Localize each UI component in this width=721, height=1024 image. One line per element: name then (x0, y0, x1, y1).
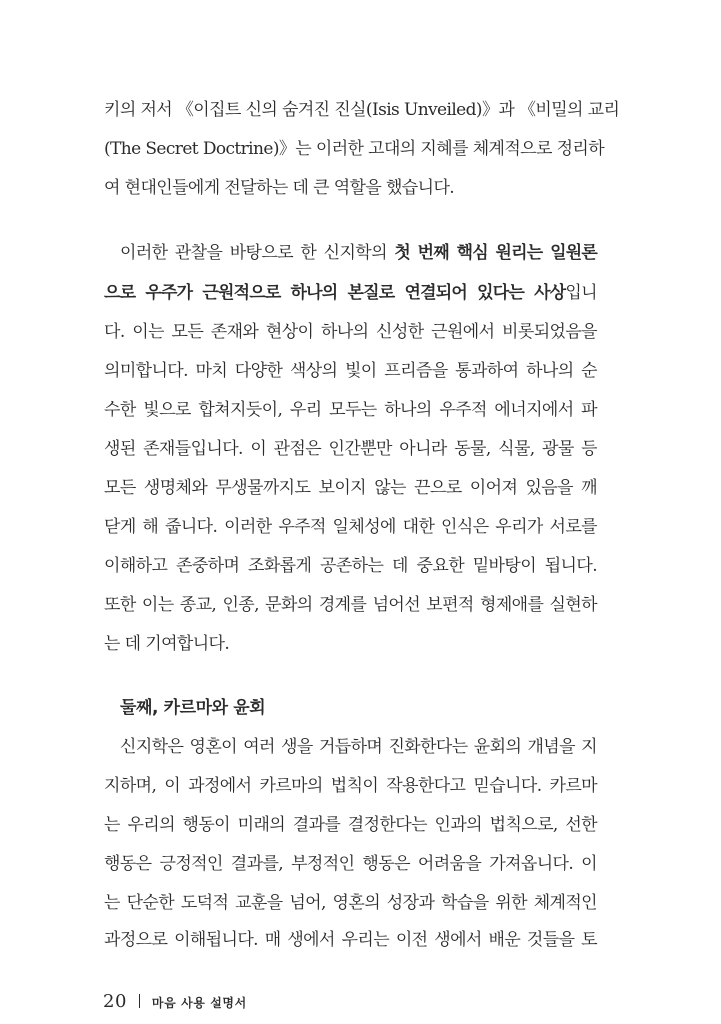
paragraph-3-line-5: 는 단순한 도덕적 교훈을 넘어, 영혼의 성장과 학습을 위한 체계적인 (104, 893, 597, 913)
paragraph-3-line-2: 지하며, 이 과정에서 카르마의 법칙이 작용한다고 믿습니다. 카르마 (104, 776, 597, 796)
paragraph-3-line-1: 신지학은 영혼이 여러 생을 거듭하며 진화한다는 윤회의 개념을 지 (120, 737, 597, 757)
emphasis-text: 으로 우주가 근원적으로 하나의 본질로 연결되어 있다는 사상 (104, 283, 566, 303)
footer-divider (139, 994, 140, 1008)
paragraph-2-line-4: 의미합니다. 마치 다양한 색상의 빛이 프리즘을 통과하여 하나의 순 (104, 361, 597, 381)
paragraph-1-line-2: (The Secret Doctrine)》는 이러한 고대의 지혜를 체계적으로 정리하 (104, 139, 605, 159)
paragraph-2-line-2 (104, 281, 597, 305)
paragraph-2-line-5: 수한 빛으로 합쳐지듯이, 우리 모두는 하나의 우주적 에너지에서 파 (104, 400, 597, 420)
paragraph-2-line-9: 이해하고 존중하며 조화롭게 공존하는 데 중요한 밑바탕이 됩니다. (104, 556, 597, 576)
paragraph-2-line-8: 닫게 해 줍니다. 이러한 우주적 일체성에 대한 인식은 우리가 서로를 (104, 517, 597, 537)
paragraph-3-line-3: 는 우리의 행동이 미래의 결과를 결정한다는 인과의 법칙으로, 선한 (104, 815, 597, 835)
paragraph-2-line-7: 모든 생명체와 무생물까지도 보이지 않는 끈으로 이어져 있음을 깨 (104, 478, 597, 498)
paragraph-2-line-10: 또한 이는 종교, 인종, 문화의 경계를 넘어선 보편적 형제애를 실현하 (104, 595, 597, 615)
emphasis-text: 첫 번째 핵심 원리는 일원론 (394, 243, 597, 263)
paragraph-2-line-3: 다. 이는 모든 존재와 현상이 하나의 신성한 근원에서 비롯되었음을 (104, 322, 597, 342)
running-book-title: 마음 사용 설명서 (151, 996, 247, 1010)
paragraph-3-line-6: 과정으로 이해됩니다. 매 생에서 우리는 이전 생에서 배운 것들을 토 (104, 930, 597, 950)
page-footer (103, 990, 247, 1014)
paragraph-3-line-4: 행동은 긍정적인 결과를, 부정적인 행동은 어려움을 가져옵니다. 이 (104, 854, 597, 874)
paragraph-2-line-6: 생된 존재들입니다. 이 관점은 인간뿐만 아니라 동물, 식물, 광물 등 (104, 439, 597, 459)
paragraph-1-line-3: 여 현대인들에게 전달하는 데 큰 역할을 했습니다. (104, 178, 455, 198)
paragraph-2-line-11: 는 데 기여합니다. (104, 634, 230, 654)
page-number: 20 (103, 991, 127, 1012)
paragraph-2-line-1 (120, 241, 597, 265)
paragraph-2-text: 이러한 관찰을 바탕으로 한 신지학의 (120, 243, 395, 263)
paragraph-2-text: 입니 (565, 283, 597, 303)
section-heading: 둘째, 카르마와 윤회 (120, 698, 266, 718)
paragraph-1-line-1: 키의 저서 《이집트 신의 숨겨진 진실(Isis Unveiled)》과 《비밀의 교리 (104, 100, 620, 120)
